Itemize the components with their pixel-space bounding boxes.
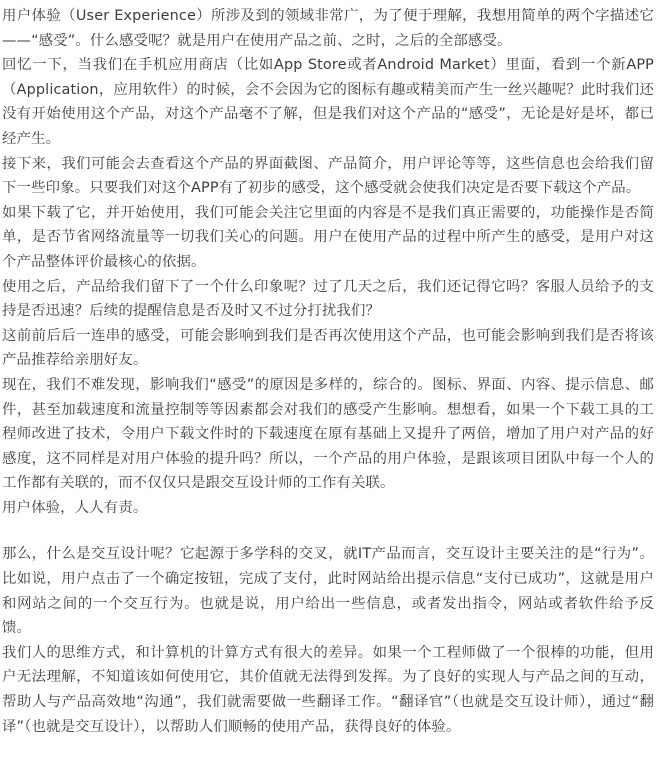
- paragraph-gap: [2, 520, 654, 542]
- paragraph-ux-definition: 用户体验（User Experience）所涉及到的领域非常广，为了便于理解，我想用简单的两个字描述它——“感受”。什么感受呢？就是用户在使用产品之前、之时，之后的全部感受。: [2, 8, 654, 49]
- paragraph-usage: 如果下载了它，并开始使用，我们可能会关注它里面的内容是不是我们真正需要的，功能操作是否简单，是否节省网络流量等一切我们关心的问题。用户在使用产品的过程中所产生的感受，是用户对这个产品整体评价最核心的依据。: [2, 204, 654, 270]
- paragraph-app-store-memory: 回忆一下，当我们在手机应用商店（比如App Store或者Android Market）里面，看到一个新APP（Application，应用软件）的时候，会不会因为它的图标有趣或精美而产生一丝兴趣呢？此时我们还没有开始使用这个产品，对这个产品毫不了解，但是我们对这个产品的“感受”，无论是好是坏，都已经产生。: [2, 57, 654, 147]
- paragraph-translation: 我们人的思维方式，和计算机的计算方式有很大的差异。如果一个工程师做了一个很棒的功能，但用户无法理解，不知道该如何使用它，其价值就无法得到发挥。为了良好的实现人与产品之间的互动，帮助人与产品高效地“沟通”，我们就需要做一些翻译工作。“翻译官”（也就是交互设计师），通过“翻译”（也就是交互设计），以帮助人们顺畅的使用产品，获得良好的体验。: [2, 644, 654, 735]
- paragraph-factors: 现在，我们不难发现，影响我们“感受”的原因是多样的，综合的。图标、界面、内容、提示信息、邮件，甚至加载速度和流量控制等等因素都会对我们的感受产生影响。想想看，如果一个下载工具的工程师改进了技术，令用户下载文件时的下载速度在原有基础上又提升了两倍，增加了用户对产品的好感度，这不同样是对用户体验的提升吗？所以，一个产品的用户体验，是跟该项目团队中每一个人的工作都有关联的，而不仅仅只是跟交互设计师的工作有关联。: [2, 376, 654, 492]
- paragraph-after-use: 使用之后，产品给我们留下了一个什么印象呢？过了几天之后，我们还记得它吗？客服人员给予的支持是否迅速？后续的提醒信息是否及时又不过分打扰我们？: [2, 278, 654, 320]
- paragraph-series-of-feelings: 这前前后后一连串的感受，可能会影响到我们是否再次使用这个产品，也可能会影响到我们是否将该产品推荐给亲朋好友。: [2, 327, 654, 369]
- paragraph-everyone-responsible: 用户体验，人人有责。: [2, 499, 148, 516]
- paragraph-screenshots-reviews: 接下来，我们可能会去查看这个产品的界面截图、产品简介，用户评论等等，这些信息也会给我们留下一些印象。只要我们对这个APP有了初步的感受，这个感受就会使我们决定是否要下载这个产品。: [2, 155, 654, 197]
- paragraph-interaction-design: 那么，什么是交互设计呢？它起源于多学科的交叉，就IT产品而言，交互设计主要关注的是“行为”。比如说，用户点击了一个确定按钮，完成了支付，此时网站给出提示信息“支付已成功”，这就是用户和网站之间的一个交互行为。也就是说，用户给出一些信息，或者发出指令，网站或者软件给予反馈。: [2, 546, 654, 637]
